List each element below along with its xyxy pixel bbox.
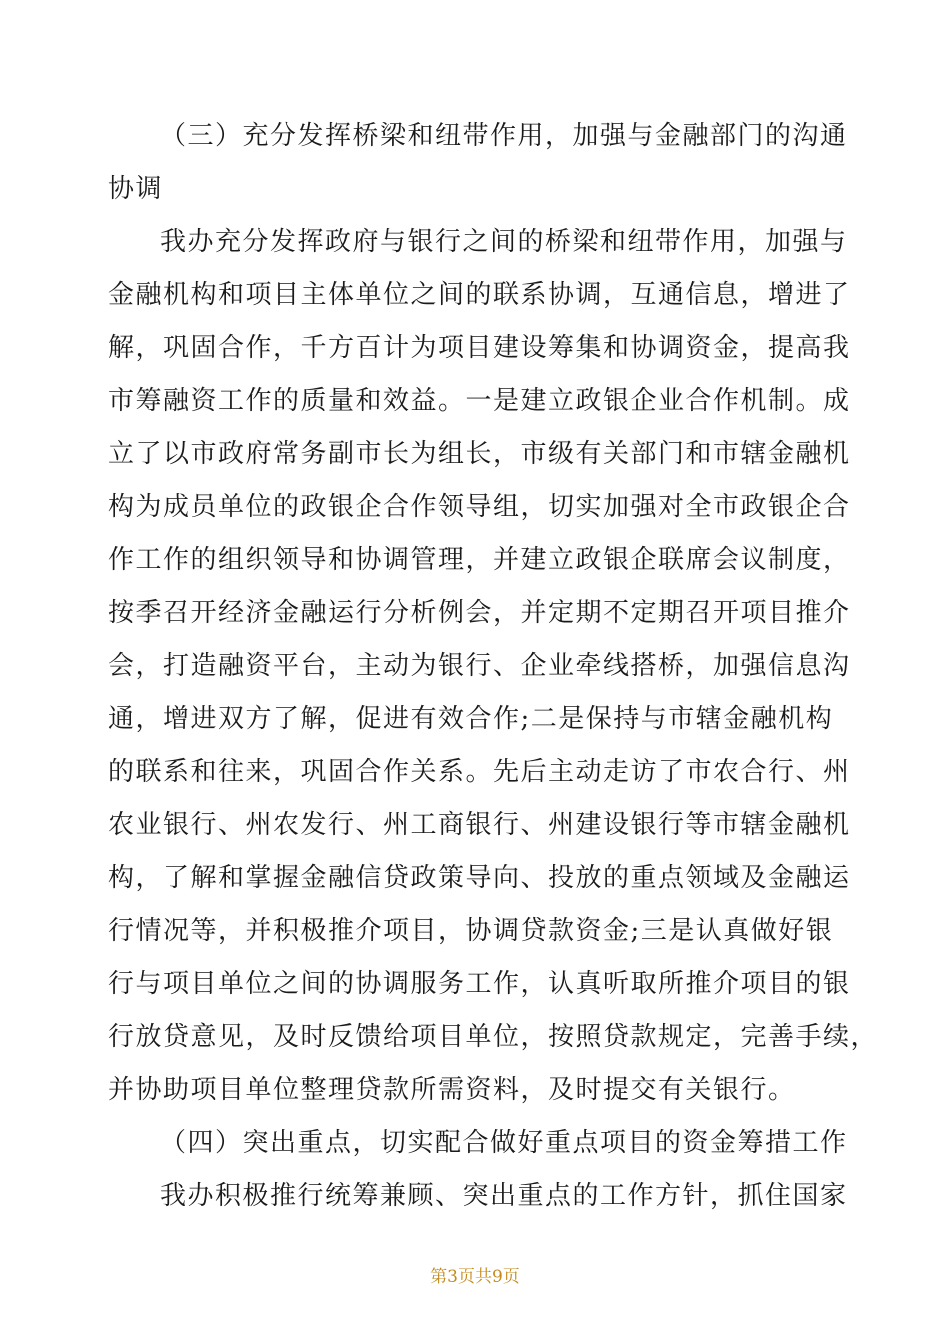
paragraph-line: 行情况等，并积极推介项目，协调贷款资金;三是认真做好银	[108, 916, 834, 946]
paragraph-line: 行与项目单位之间的协调服务工作，认真听取所推介项目的银	[108, 969, 851, 999]
paragraph-line: 市筹融资工作的质量和效益。一是建立政银企业合作机制。成	[108, 386, 851, 416]
paragraph-line: 解，巩固合作，千方百计为项目建设筹集和协调资金，提高我	[108, 333, 851, 363]
paragraph-line: 立了以市政府常务副市长为组长，市级有关部门和市辖金融机	[108, 439, 851, 469]
paragraph-line: 会，打造融资平台，主动为银行、企业牵线搭桥，加强信息沟	[108, 651, 851, 681]
section-3-heading-line-2: 协调	[108, 174, 164, 204]
paragraph-line: 行放贷意见，及时反馈给项目单位，按照贷款规定，完善手续，	[108, 1022, 879, 1052]
document-body	[108, 110, 879, 1223]
paragraph-line: 的联系和往来，巩固合作关系。先后主动走访了市农合行、州	[108, 757, 851, 787]
paragraph-line: 我办积极推行统筹兼顾、突出重点的工作方针，抓住国家	[160, 1181, 848, 1211]
paragraph-line: 通，增进双方了解，促进有效合作;二是保持与市辖金融机构	[108, 704, 834, 734]
paragraph-line: 金融机构和项目主体单位之间的联系协调，互通信息，增进了	[108, 280, 851, 310]
paragraph-line: 按季召开经济金融运行分析例会，并定期不定期召开项目推介	[108, 598, 851, 628]
paragraph-line: 我办充分发挥政府与银行之间的桥梁和纽带作用，加强与	[160, 227, 848, 257]
page-number-footer: 第3页共9页	[430, 1267, 520, 1287]
paragraph-line: 并协助项目单位整理贷款所需资料，及时提交有关银行。	[108, 1075, 796, 1105]
paragraph-line: 作工作的组织领导和协调管理，并建立政银企联席会议制度，	[108, 545, 851, 575]
paragraph-line: 农业银行、州农发行、州工商银行、州建设银行等市辖金融机	[108, 810, 851, 840]
section-4-heading: （四）突出重点，切实配合做好重点项目的资金筹措工作	[160, 1128, 848, 1158]
section-3-heading-line-1: （三）充分发挥桥梁和纽带作用，加强与金融部门的沟通	[160, 121, 848, 151]
paragraph-line: 构为成员单位的政银企合作领导组，切实加强对全市政银企合	[108, 492, 851, 522]
paragraph-line: 构，了解和掌握金融信贷政策导向、投放的重点领域及金融运	[108, 863, 851, 893]
